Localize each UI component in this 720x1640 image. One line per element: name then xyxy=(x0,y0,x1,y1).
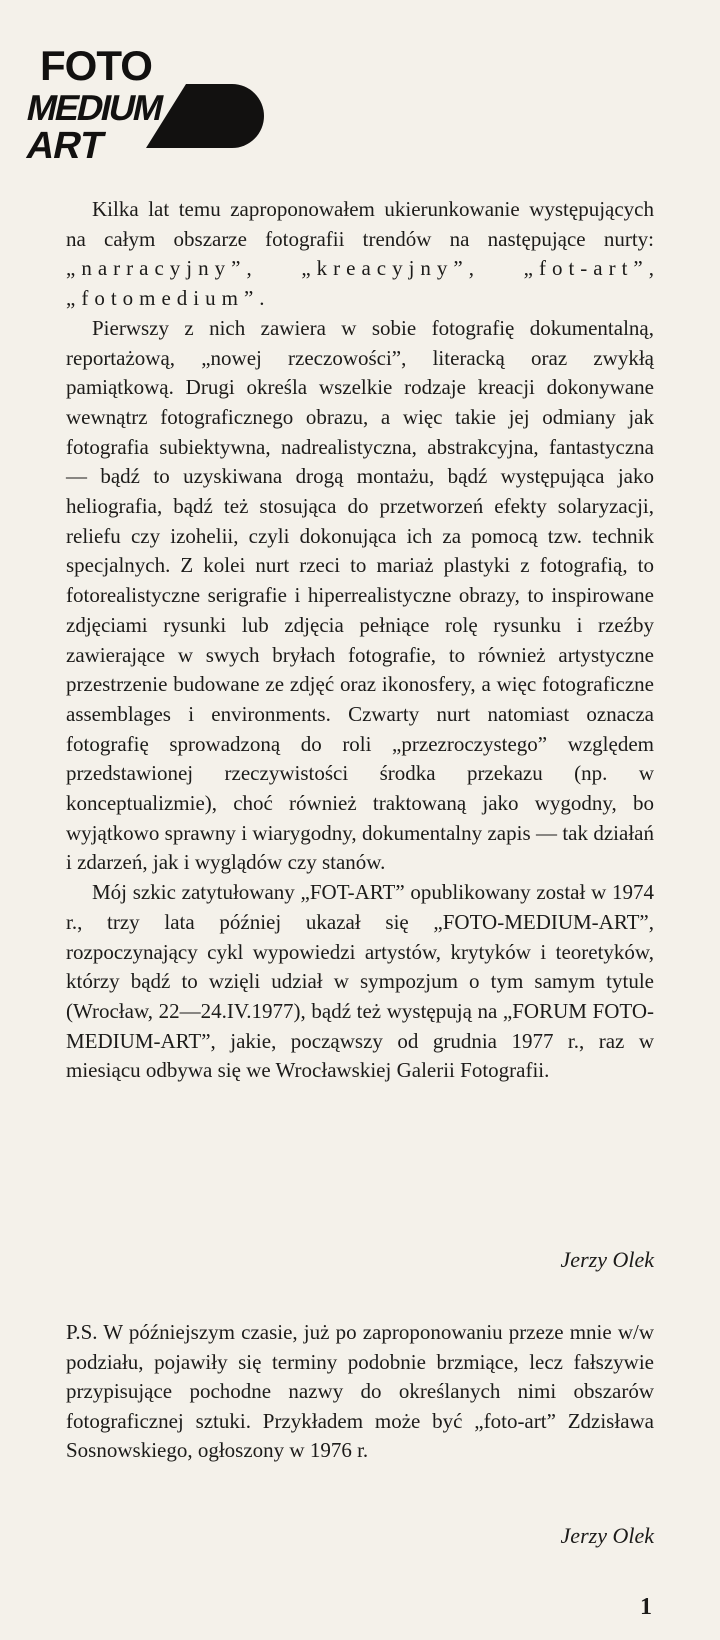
term-creative: „kreacyjny” xyxy=(301,256,469,281)
term-fotomedium: „fotomedium” xyxy=(66,286,260,311)
postscript xyxy=(66,1318,654,1466)
logo-graphic xyxy=(23,40,284,176)
article-body xyxy=(66,195,654,1086)
page-number: 1 xyxy=(640,1594,652,1620)
article-signature: Jerzy Olek xyxy=(560,1247,654,1272)
paragraph-3: Mój szkic zatytułowany „FOT-ART” opublikowany został w 1974 r., trzy lata później ukazał się „FOTO-MEDIUM-ART”, rozpoczynający cykl wypowiedzi artystów, krytyków i teoretyków, którzy bądź to wzięli udział w sympozjum o tym samym tytule (Wrocław, 22—24.IV.1977), bądź też występują na „FORUM FOTO-MEDIUM-ART”, jakie, począwszy od grudnia 1977 r., raz w miesiącu odbywa się we Wrocławskiej Galerii Fotografii. xyxy=(66,880,654,1083)
paragraph-1-text: Kilka lat temu zaproponowałem ukierunkowanie występujących na całym obszarze fotografii trendów na następujące nurty: xyxy=(66,197,654,251)
paragraph-1: Kilka lat temu zaproponowałem ukierunkowanie występujących na całym obszarze fotografii trendów na następujące nurty: „narracyjny”, „kreacyjny”, „fot-art”, „fotomedium”. xyxy=(66,197,654,311)
paragraph-2: Pierwszy z nich zawiera w sobie fotografię dokumentalną, reportażową, „nowej rzeczowości”, literacką oraz zwykłą pamiątkową. Drugi określa wszelkie rodzaje kreacji dokonywane wewnątrz fotograficznego obrazu, a więc takie jej odmiany jak fotografia subiektywna, nadrealistyczna, abstrakcyjna, fantastyczna — bądź to uzyskiwana drogą montażu, bądź występująca jako heliografia, bądź też stosująca do przetworzeń efekty solaryzacji, reliefu czy izohelii, czyli dokonująca ich za pomocą tzw. technik specjalnych. Z kolei nurt rzeci to mariaż plastyki z fotografią, to fotorealistyczne serigrafie i hiperrealistyczne obrazy, to inspirowane zdjęciami rysunki lub zdjęcia pełniące rolę rysunku i rzeźby zawierające w swych bryłach fotografie, to również artystyczne przestrzenie budowane ze zdjęć oraz ikonosfery, a więc fotograficzne assemblages i environments. Czwarty nurt natomiast oznacza fotografię sprowadzoną do roli „przezroczystego” względem przedstawionej rzeczywistości środka przekazu (np. w konceptualizmie), choć również traktowaną jako wygodny, bo wyjątkowo sprawny i wiarygodny, dokumentalny zapis — tak działań i zdarzeń, jak i wyglądów czy stanów. xyxy=(66,315,654,875)
foto-medium-art-logo xyxy=(23,40,284,176)
postscript-text: P.S. W późniejszym czasie, już po zaproponowaniu przeze mnie w/w podziału, pojawiły się terminy podobnie brzmiące, lecz fałszywie przypisujące pochodne nazwy do określanych nimi obszarów fotograficznej sztuki. Przykładem może być „foto-art” Zdzisława Sosnowskiego, ogłoszony w 1976 r. xyxy=(66,1320,654,1462)
term-narrative: „narracyjny” xyxy=(66,256,247,281)
logo-line3: ART xyxy=(23,124,108,167)
term-fot-art: „fot-art” xyxy=(523,256,649,281)
logo-line1: FOTO xyxy=(40,42,152,89)
logo-line2: MEDIUM xyxy=(23,87,166,128)
postscript-signature: Jerzy Olek xyxy=(560,1523,654,1548)
